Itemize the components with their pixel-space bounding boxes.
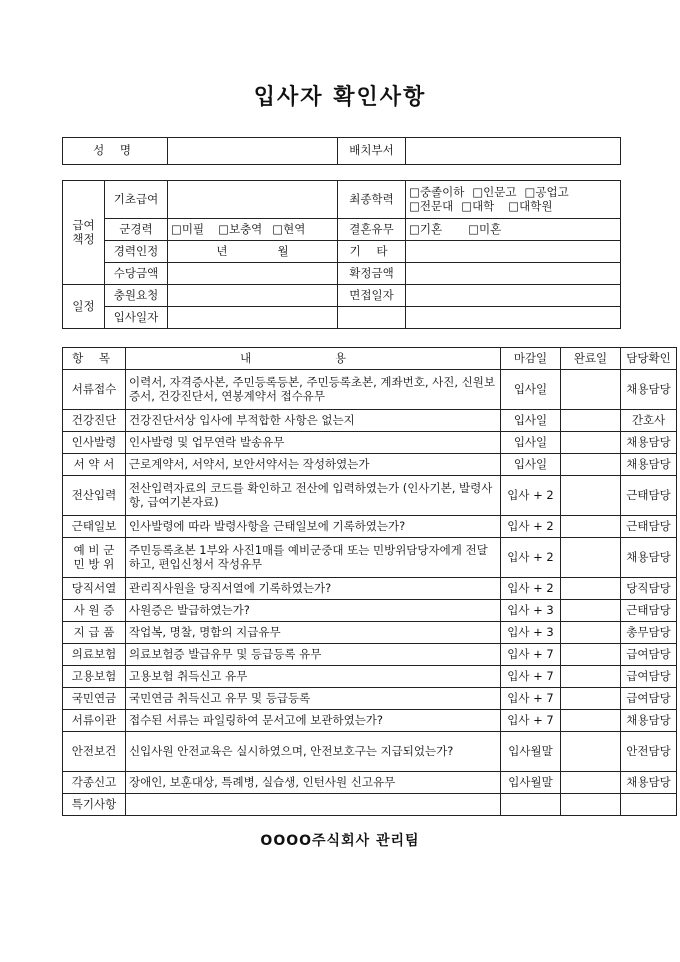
checklist-owner: 채용담당 <box>621 710 677 732</box>
checklist-item-label: 근태일보 <box>63 516 126 538</box>
checklist-done-date[interactable] <box>561 732 621 772</box>
education-options <box>406 181 621 219</box>
basic-info-table <box>62 137 621 165</box>
checklist-item-label: 서류접수 <box>63 370 126 410</box>
checklist-deadline: 입사 + 2 <box>501 516 561 538</box>
checklist-done-date[interactable] <box>561 516 621 538</box>
checklist-deadline: 입사일 <box>501 370 561 410</box>
checklist-deadline: 입사 + 7 <box>501 666 561 688</box>
checklist-owner: 안전담당 <box>621 732 677 772</box>
checklist-item-label: 서류이관 <box>63 710 126 732</box>
checklist-item-label: 안전보건 <box>63 732 126 772</box>
career-field[interactable] <box>168 241 338 263</box>
join-date-label: 입사일자 <box>105 307 168 329</box>
marital-option-married[interactable]: □기혼 <box>409 221 443 236</box>
checklist-item-content: 주민등록초본 1부와 사진1매를 예비군중대 또는 민방위담당자에게 전달하고, 편입신청서 작성유무 <box>126 538 501 578</box>
checklist-item-content <box>126 794 501 816</box>
checklist-done-date[interactable] <box>561 454 621 476</box>
checklist-row <box>63 476 677 516</box>
checklist-item-content: 국민연금 취득신고 유무 및 등급등록 <box>126 688 501 710</box>
checklist-row <box>63 688 677 710</box>
checklist-item-content: 인사발령에 따라 발령사항을 근태일보에 기록하였는가? <box>126 516 501 538</box>
checklist-owner: 채용담당 <box>621 370 677 410</box>
checklist-done-date[interactable] <box>561 432 621 454</box>
header-item: 항 목 <box>63 348 126 370</box>
checklist-item-content: 접수된 서류는 파일링하여 문서고에 보관하였는가? <box>126 710 501 732</box>
checklist-item-content: 고용보험 취득신고 유무 <box>126 666 501 688</box>
checklist-deadline: 입사일 <box>501 454 561 476</box>
blank-cell <box>338 307 406 329</box>
checklist-done-date[interactable] <box>561 578 621 600</box>
checklist-row <box>63 432 677 454</box>
checklist-item-label: 전산입력 <box>63 476 126 516</box>
military-option-none[interactable]: □미필 <box>171 221 205 236</box>
checklist-owner: 총무담당 <box>621 622 677 644</box>
marital-label: 결혼유무 <box>338 219 406 241</box>
checklist-item-content: 장애인, 보훈대상, 특례병, 실습생, 인턴사원 신고유무 <box>126 772 501 794</box>
education-option-highschool[interactable]: □인문고 <box>472 185 517 200</box>
checklist-done-date[interactable] <box>561 410 621 432</box>
checklist-table <box>62 347 677 816</box>
interview-field[interactable] <box>406 285 621 307</box>
checklist-done-date[interactable] <box>561 600 621 622</box>
checklist-deadline: 입사 + 3 <box>501 600 561 622</box>
military-option-active[interactable]: □현역 <box>272 221 306 236</box>
checklist-item-content: 관리직사원을 당직서열에 기록하였는가? <box>126 578 501 600</box>
header-content: 내 용 <box>126 348 501 370</box>
checklist-item-label: 국민연금 <box>63 688 126 710</box>
checklist-owner: 급여담당 <box>621 666 677 688</box>
checklist-done-date[interactable] <box>561 644 621 666</box>
checklist-item-label: 사 원 증 <box>63 600 126 622</box>
allowance-label: 수당금액 <box>105 263 168 285</box>
checklist-done-date[interactable] <box>561 538 621 578</box>
checklist-deadline: 입사월말 <box>501 732 561 772</box>
checklist-item-label: 지 급 품 <box>63 622 126 644</box>
checklist-owner: 간호사 <box>621 410 677 432</box>
checklist-deadline: 입사 + 2 <box>501 476 561 516</box>
checklist-row <box>63 578 677 600</box>
department-label: 배치부서 <box>338 138 406 165</box>
checklist-item-content: 신입사원 안전교육은 실시하였으며, 안전보호구는 지급되었는가? <box>126 732 501 772</box>
checklist-row <box>63 516 677 538</box>
checklist-row <box>63 600 677 622</box>
allowance-field[interactable] <box>168 263 338 285</box>
department-field[interactable] <box>406 138 621 165</box>
header-owner: 담당확인 <box>621 348 677 370</box>
checklist-item-content: 작업복, 명찰, 명함의 지급유무 <box>126 622 501 644</box>
checklist-item-label: 인사발령 <box>63 432 126 454</box>
checklist-deadline: 입사일 <box>501 432 561 454</box>
military-options <box>168 219 338 241</box>
checklist-item-label: 건강진단 <box>63 410 126 432</box>
checklist-owner <box>621 794 677 816</box>
checklist-row <box>63 666 677 688</box>
checklist-row <box>63 794 677 816</box>
checklist-item-content: 근로계약서, 서약서, 보안서약서는 작성하였는가 <box>126 454 501 476</box>
checklist-item-content: 의료보험증 발급유무 및 등급등록 유무 <box>126 644 501 666</box>
checklist-deadline: 입사 + 7 <box>501 688 561 710</box>
pay-group-label: 급여 책정 <box>63 181 105 285</box>
request-field[interactable] <box>168 285 338 307</box>
checklist-row <box>63 454 677 476</box>
checklist-item-label: 서 약 서 <box>63 454 126 476</box>
checklist-owner: 근태담당 <box>621 600 677 622</box>
checklist-row <box>63 370 677 410</box>
name-label: 성 명 <box>63 138 168 165</box>
checklist-owner: 당직담당 <box>621 578 677 600</box>
marital-options <box>406 219 621 241</box>
checklist-owner: 채용담당 <box>621 772 677 794</box>
checklist-row <box>63 710 677 732</box>
name-field[interactable] <box>168 138 338 165</box>
join-date-field[interactable] <box>168 307 338 329</box>
checklist-done-date[interactable] <box>561 370 621 410</box>
career-year-unit: 년 <box>216 243 228 258</box>
checklist-item-content: 건강진단서상 입사에 부적합한 사항은 없는지 <box>126 410 501 432</box>
allowance-confirm-label: 확정금액 <box>338 263 406 285</box>
blank-cell <box>406 307 621 329</box>
checklist-header-row <box>63 348 677 370</box>
checklist-done-date[interactable] <box>561 772 621 794</box>
checklist-deadline: 입사 + 7 <box>501 644 561 666</box>
checklist-deadline <box>501 794 561 816</box>
career-label: 경력인정 <box>105 241 168 263</box>
education-option-technical[interactable]: □공업고 <box>524 185 569 200</box>
checklist-item-content: 전산입력자료의 코드를 확인하고 전산에 입력하였는가 (인사기본, 발령사항, 급여기본자료) <box>126 476 501 516</box>
education-option-college[interactable]: □전문대 <box>409 198 454 213</box>
checklist-done-date[interactable] <box>561 476 621 516</box>
checklist-done-date[interactable] <box>561 622 621 644</box>
checklist-row <box>63 772 677 794</box>
checklist-done-date[interactable] <box>561 688 621 710</box>
checklist-item-label: 예 비 군 민 방 위 <box>63 538 126 578</box>
checklist-owner: 급여담당 <box>621 644 677 666</box>
checklist-deadline: 입사 + 3 <box>501 622 561 644</box>
request-label: 충원요청 <box>105 285 168 307</box>
education-label: 최종학력 <box>338 181 406 219</box>
checklist-row <box>63 622 677 644</box>
checklist-owner: 급여담당 <box>621 688 677 710</box>
checklist-row <box>63 644 677 666</box>
checklist-deadline: 입사 + 7 <box>501 710 561 732</box>
education-option-graduate[interactable]: □대학원 <box>508 198 553 213</box>
footer-company: OOOO주식회사 관리팀 <box>260 833 420 849</box>
checklist-deadline: 입사일 <box>501 410 561 432</box>
marital-option-single[interactable]: □미혼 <box>468 221 502 236</box>
checklist-owner: 근태담당 <box>621 516 677 538</box>
education-option-university[interactable]: □대학 <box>461 198 495 213</box>
checklist-owner: 근태담당 <box>621 476 677 516</box>
checklist-owner: 채용담당 <box>621 454 677 476</box>
career-month-unit: 월 <box>277 243 289 258</box>
checklist-deadline: 입사 + 2 <box>501 538 561 578</box>
military-option-supplement[interactable]: □보충역 <box>218 221 263 236</box>
pay-schedule-table <box>62 180 621 329</box>
checklist-item-label: 당직서열 <box>63 578 126 600</box>
checklist-deadline: 입사월말 <box>501 772 561 794</box>
checklist-done-date[interactable] <box>561 710 621 732</box>
page-title: 입사자 확인사항 <box>253 84 427 110</box>
checklist-item-label: 의료보험 <box>63 644 126 666</box>
schedule-group-label: 일정 <box>63 285 105 329</box>
checklist-item-content: 인사발령 및 업무연락 발송유무 <box>126 432 501 454</box>
checklist-row <box>63 410 677 432</box>
header-done: 완료일 <box>561 348 621 370</box>
checklist-item-label: 각종신고 <box>63 772 126 794</box>
base-pay-label: 기초급여 <box>105 181 168 219</box>
checklist-owner: 채용담당 <box>621 538 677 578</box>
interview-label: 면접일자 <box>338 285 406 307</box>
allowance-confirm-field[interactable] <box>406 263 621 285</box>
checklist-owner: 채용담당 <box>621 432 677 454</box>
checklist-item-content: 사원증은 발급하였는가? <box>126 600 501 622</box>
checklist-done-date[interactable] <box>561 666 621 688</box>
other-field[interactable] <box>406 241 621 263</box>
military-label: 군경력 <box>105 219 168 241</box>
checklist-row <box>63 538 677 578</box>
education-option-middle[interactable]: □중졸이하 <box>409 185 465 200</box>
header-deadline: 마감일 <box>501 348 561 370</box>
checklist-item-label: 특기사항 <box>63 794 126 816</box>
other-label: 기 타 <box>338 241 406 263</box>
checklist-item-label: 고용보험 <box>63 666 126 688</box>
checklist-item-content: 이력서, 자격증사본, 주민등록등본, 주민등록초본, 계좌번호, 사진, 신원보증서, 건강진단서, 연봉계약서 접수유무 <box>126 370 501 410</box>
checklist-deadline: 입사 + 2 <box>501 578 561 600</box>
base-pay-field[interactable] <box>168 181 338 219</box>
checklist-done-date[interactable] <box>561 794 621 816</box>
checklist-row <box>63 732 677 772</box>
